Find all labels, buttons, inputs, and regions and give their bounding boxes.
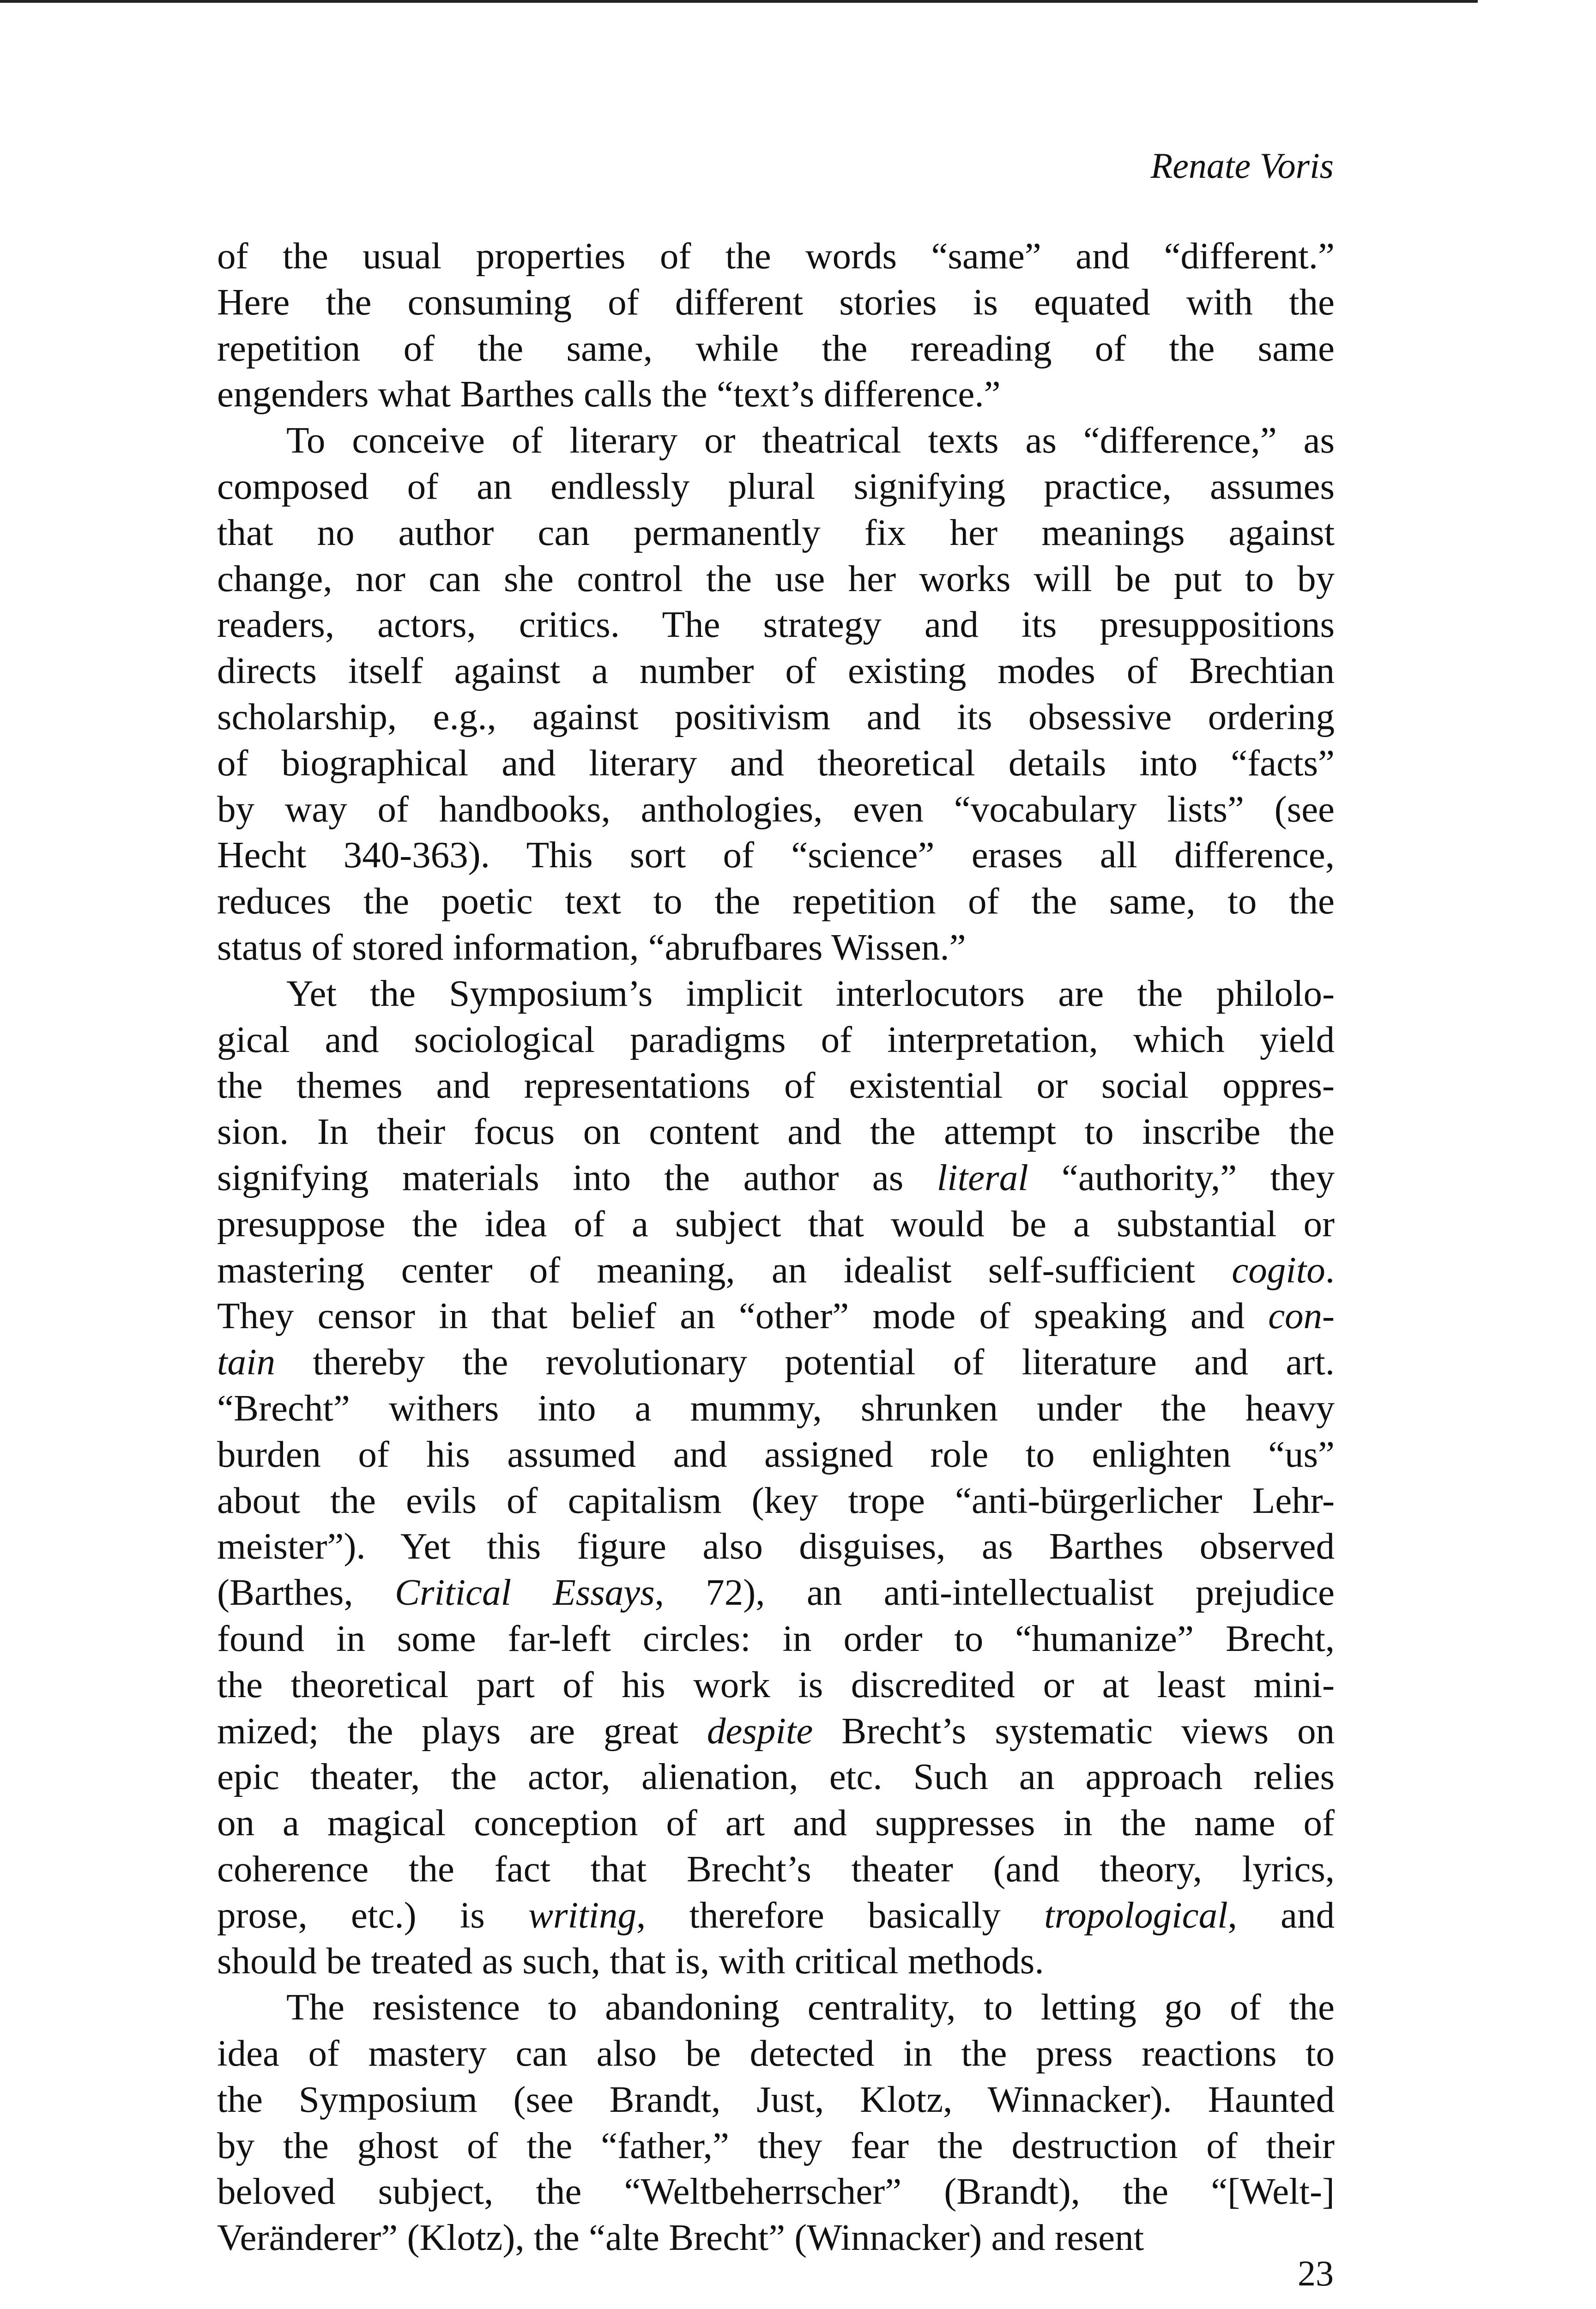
text-line: engenders what Barthes calls the “text’s difference.” — [217, 373, 1001, 415]
text-line: Here the consuming of different stories is equated with the — [217, 281, 1335, 323]
text-line: epic theater, the actor, alienation, etc. Such an approach relies — [217, 1756, 1335, 1798]
text-line: tain thereby the revolutionary potential of literature and art. — [217, 1341, 1335, 1383]
scan-edge-rule — [0, 0, 1478, 3]
text-line: found in some far-left circles: in order to “humanize” Brecht, — [217, 1617, 1335, 1659]
paragraph — [217, 417, 1335, 971]
text-line: gical and sociological paradigms of interpretation, which yield — [217, 1018, 1335, 1060]
text-line: Veränderer” (Klotz), the “alte Brecht” (Winnacker) and resent — [217, 2217, 1144, 2259]
text-line: that no author can permanently fix her meanings against — [217, 511, 1335, 553]
text-line: mastering center of meaning, an idealist self-sufficient cogito. — [217, 1249, 1335, 1291]
text-line: The resistence to abandoning centrality, to letting go of the — [286, 1986, 1335, 2028]
text-line: Yet the Symposium’s implicit interlocutors are the philolo- — [286, 972, 1335, 1014]
text-line: sion. In their focus on content and the attempt to inscribe the — [217, 1111, 1335, 1153]
text-line: coherence the fact that Brecht’s theater (and theory, lyrics, — [217, 1848, 1335, 1890]
text-line: beloved subject, the “Weltbeherrscher” (Brandt), the “[Welt-] — [217, 2170, 1335, 2212]
text-line: composed of an endlessly plural signifying practice, assumes — [217, 465, 1335, 507]
text-line: directs itself against a number of existing modes of Brechtian — [217, 650, 1335, 692]
text-line: repetition of the same, while the rereading of the same — [217, 327, 1335, 369]
text-line: status of stored information, “abrufbares Wissen.” — [217, 926, 966, 968]
text-line: change, nor can she control the use her works will be put to by — [217, 557, 1335, 599]
text-line: “Brecht” withers into a mummy, shrunken under the heavy — [217, 1387, 1335, 1429]
text-line: signifying materials into the author as literal “authority,” they — [217, 1156, 1335, 1198]
body-text — [217, 233, 1335, 2261]
text-line: presuppose the idea of a subject that would be a substantial or — [217, 1203, 1335, 1245]
text-line: idea of mastery can also be detected in the press reactions to — [217, 2032, 1335, 2074]
text-line: about the evils of capitalism (key trope “anti-bürgerlicher Lehr- — [217, 1479, 1335, 1521]
text-line: scholarship, e.g., against positivism and its obsessive ordering — [217, 695, 1335, 737]
text-line: by the ghost of the “father,” they fear the destruction of their — [217, 2124, 1335, 2166]
paragraph — [217, 971, 1335, 1985]
running-head: Renate Voris — [1150, 145, 1334, 186]
text-line: meister”). Yet this figure also disguises, as Barthes observed — [217, 1525, 1335, 1567]
text-line: They censor in that belief an “other” mode of speaking and con- — [217, 1295, 1335, 1337]
text-line: prose, etc.) is writing, therefore basically tropological, and — [217, 1894, 1335, 1936]
text-line: readers, actors, critics. The strategy and its presuppositions — [217, 604, 1335, 646]
text-line: the Symposium (see Brandt, Just, Klotz, Winnacker). Haunted — [217, 2078, 1335, 2120]
text-line: (Barthes, Critical Essays, 72), an anti-intellectualist prejudice — [217, 1572, 1335, 1614]
text-line: the theoretical part of his work is discredited or at least mini- — [217, 1663, 1335, 1705]
text-line: To conceive of literary or theatrical texts as “difference,” as — [286, 419, 1335, 461]
page-number: 23 — [1298, 2253, 1334, 2293]
text-line: of biographical and literary and theoretical details into “facts” — [217, 742, 1335, 784]
text-line: should be treated as such, that is, with critical methods. — [217, 1940, 1044, 1982]
text-line: reduces the poetic text to the repetition of the same, to the — [217, 880, 1335, 922]
text-line: by way of handbooks, anthologies, even “vocabulary lists” (see — [217, 788, 1335, 830]
paragraph — [217, 233, 1335, 417]
text-line: of the usual properties of the words “same” and “different.” — [217, 235, 1335, 277]
text-line: mized; the plays are great despite Brecht’s systematic views on — [217, 1710, 1335, 1752]
text-line: burden of his assumed and assigned role to enlighten “us” — [217, 1433, 1335, 1475]
text-line: Hecht 340-363). This sort of “science” erases all difference, — [217, 834, 1335, 876]
paragraph — [217, 1984, 1335, 2261]
text-line: the themes and representations of existential or social oppres- — [217, 1064, 1335, 1106]
text-line: on a magical conception of art and suppresses in the name of — [217, 1802, 1335, 1844]
